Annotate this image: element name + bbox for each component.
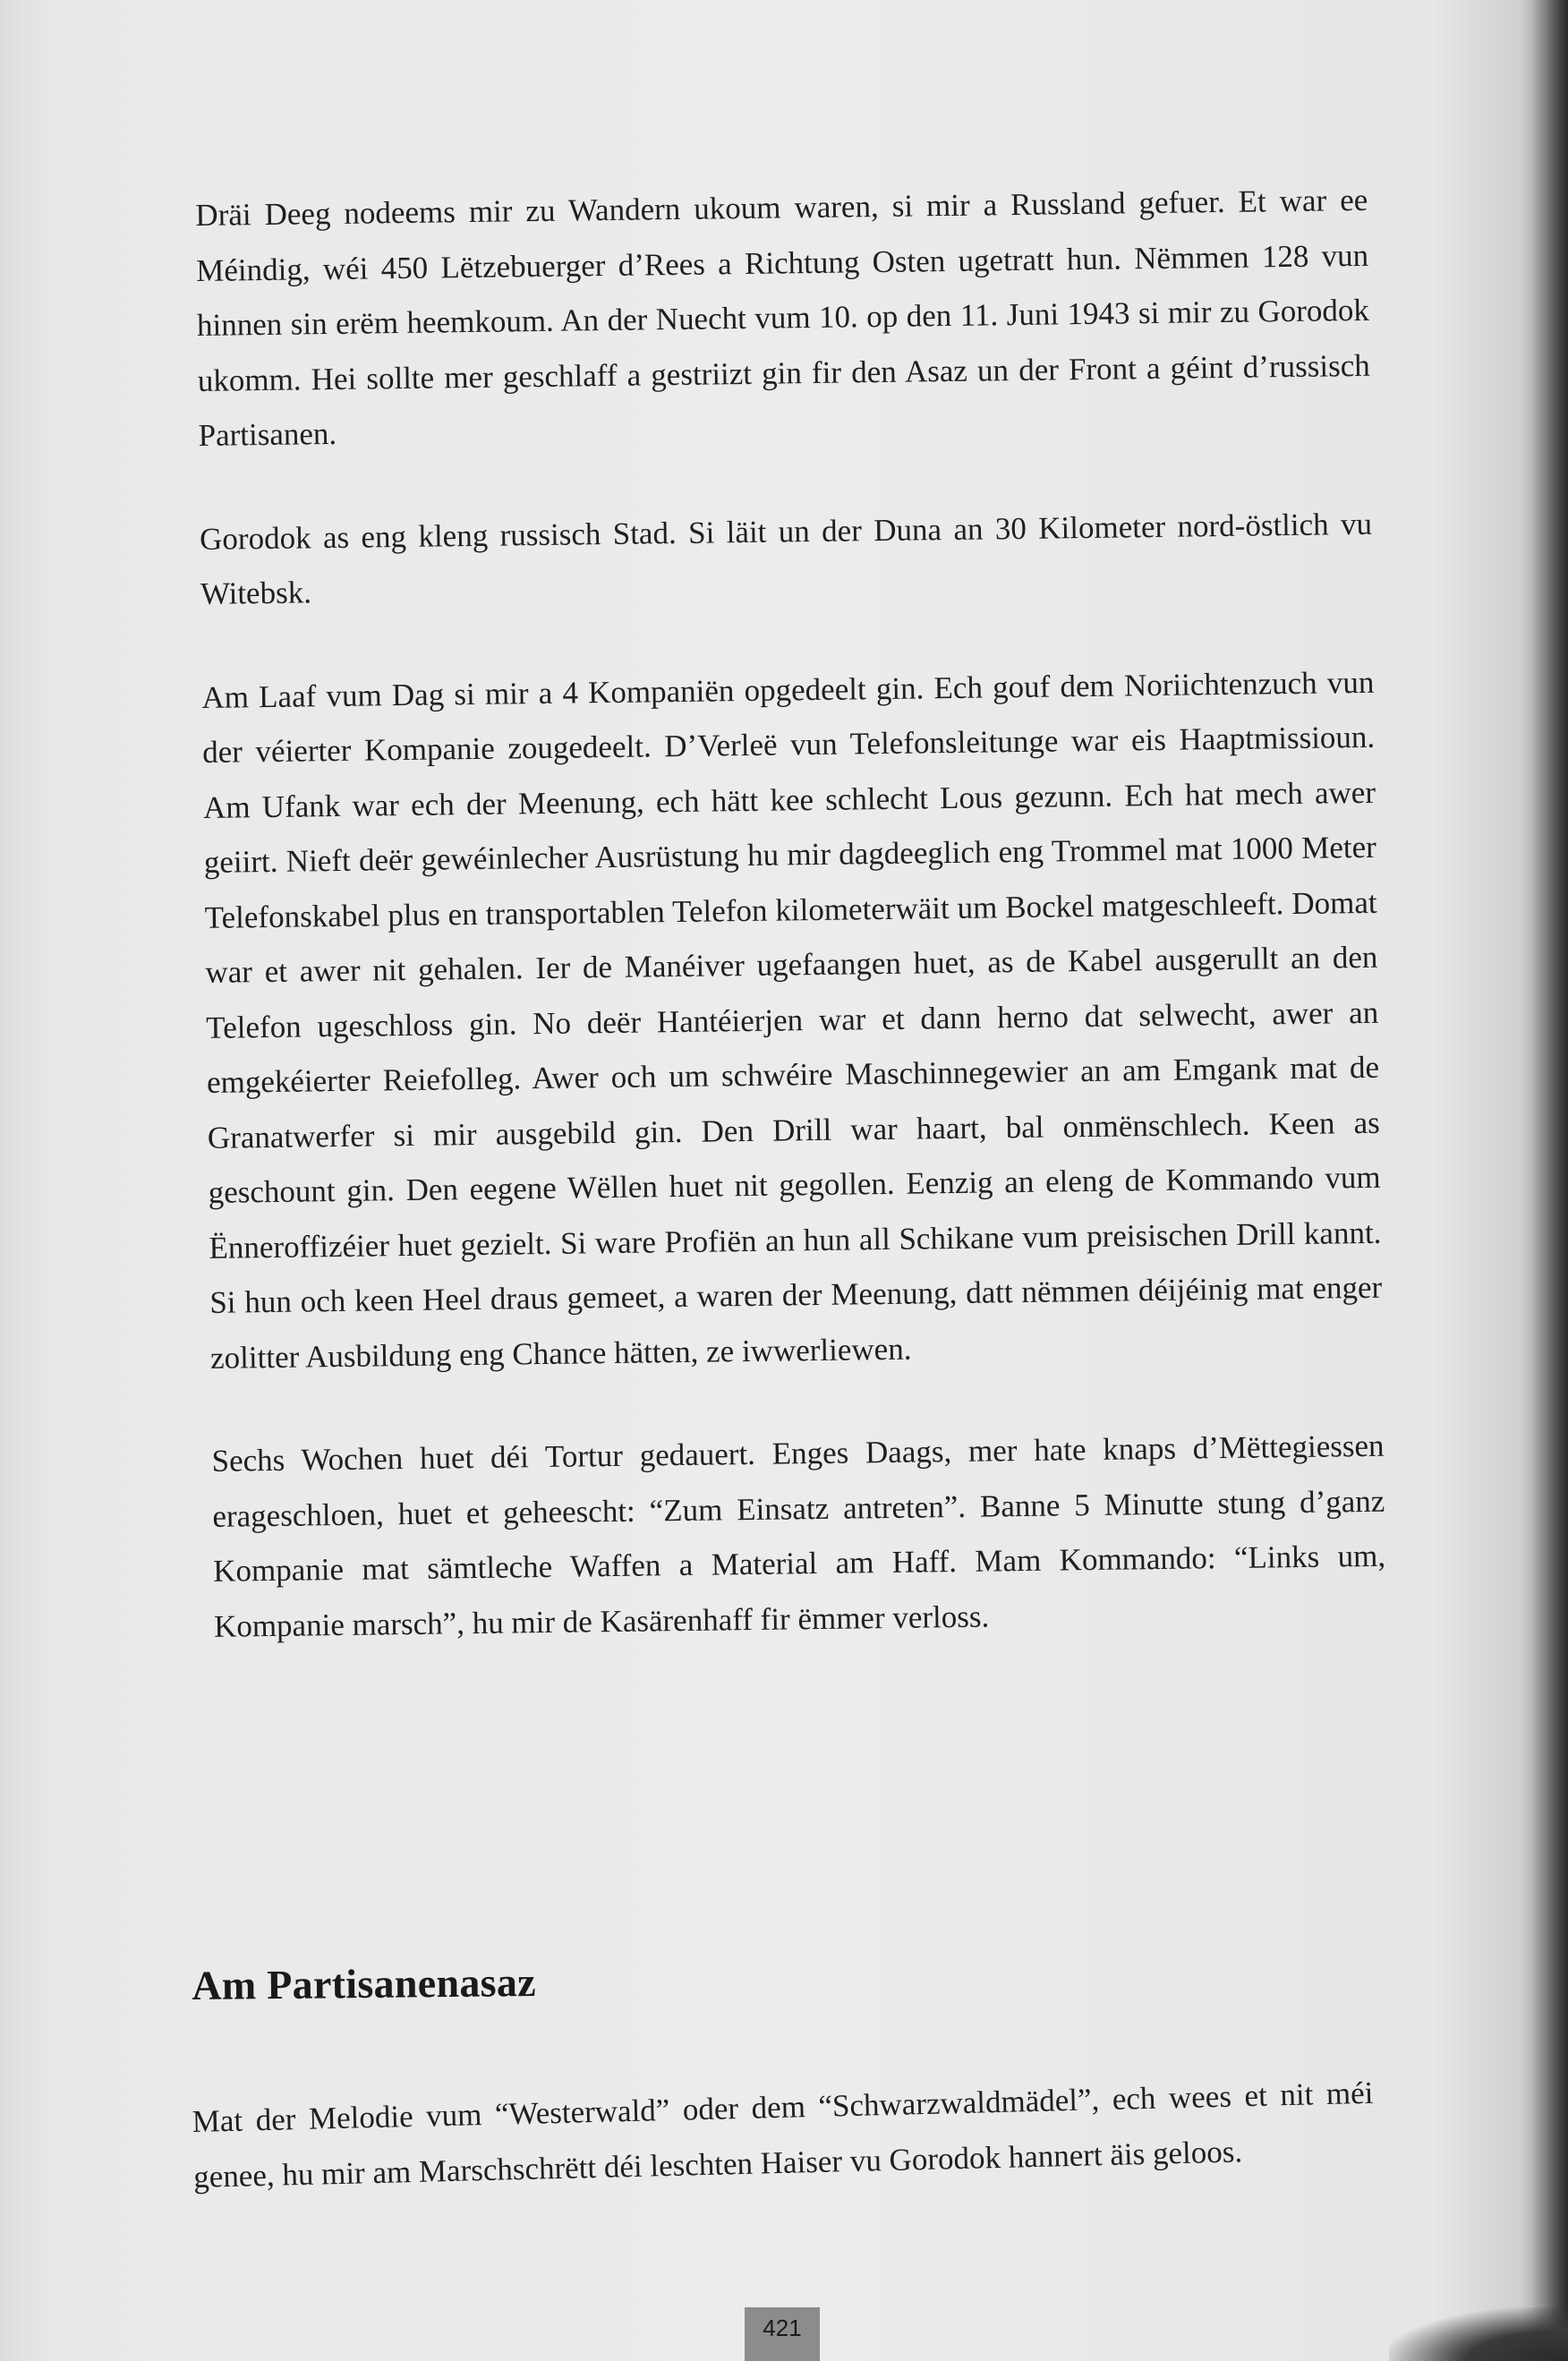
paragraph-3: Am Laaf vum Dag si mir a 4 Kompaniën opgedeelt gin. Ech gouf dem Noriichtenzuch vun der véierter Kompanie zougedeelt. D’Verleë vun Telefonsleitunge war eis Haaptmissioun. Am Ufank war ech der Meenung, ech hätt kee schlecht Lous gezunn. Ech hat mech awer geiirt. Nieft deër gewéinlecher Ausrüstung hu mir dagdeeglich eng Trommel mat 1000 Meter Telefonskabel plus en transportablen Telefon kilometerwäit um Bockel matgeschleeft. Domat war et awer nit gehalen. Ier de Manéiver ugefaangen huet, as de Kabel ausgerullt an den Telefon ugeschloss gin. No deër Hantéierjen war et dann herno dat selwecht, awer an emgekéierter Reiefolleg. Awer och um schwéire Maschinnegewier an am Emgank mat de Granatwerfer si mir ausgebild gin. Den Drill war haart, bal onmënschlech. Keen as geschount gin. Den eegene Wëllen huet nit gegollen. Eenzig an eleng de Kommando vum Ënneroffizéier huet gezielt. Si ware Profiën an hun all Schikane vum preisischen Drill kannt. Si hun och keen Heel draus gemeet, a waren der Meenung, datt nëmmen déijéinig mat enger zolitter Ausbildung eng Chance hätten, ze iwwerliewen. — [201, 664, 1383, 1376]
body-text — [195, 173, 1387, 1702]
page-number: 421 — [745, 2307, 820, 2361]
paragraph-4: Sechs Wochen huet déi Tortur gedauert. Enges Daags, mer hate knaps d’Mëttegiessen erageschloen, huet et geheescht: “Zum Einsatz antreten”. Banne 5 Minutte stung d’ganz Kompanie mat sämtleche Waffen a Material am Haff. Mam Kommando: “Links um, Kompanie marsch”, hu mir de Kasärenhaff fir ëmmer verloss. — [211, 1428, 1386, 1644]
book-spine-shadow — [1532, 0, 1568, 2361]
section-heading: Am Partisanenasaz — [192, 1958, 537, 2008]
page-corner-shadow — [1389, 2307, 1568, 2361]
paragraph-after-heading: Mat der Melodie vum “Westerwald” oder dem “Schwarzwaldmädel”, ech wees et nit méi genee, hu mir am Marschschrëtt déi leschten Haiser vu Gorodok hannert äis geloos. — [192, 2075, 1374, 2195]
paragraph-1: Dräi Deeg nodeems mir zu Wandern ukoum waren, si mir a Russland gefuer. Et war ee Méindig, wéi 450 Lëtzebuerger d’Rees a Richtung Osten ugetratt hun. Nëmmen 128 vun hinnen sin erëm heemkoum. An der Nuecht vum 10. op den 11. Juni 1943 si mir zu Gorodok ukomm. Hei sollte mer geschlaff a gestriizt gin fir den Asaz un der Front a géint d’russisch Partisanen. — [195, 182, 1370, 453]
paragraph-2: Gorodok as eng kleng russisch Stad. Si läit un der Duna an 30 Kilometer nord-östlich vu Witebsk. — [199, 506, 1373, 611]
